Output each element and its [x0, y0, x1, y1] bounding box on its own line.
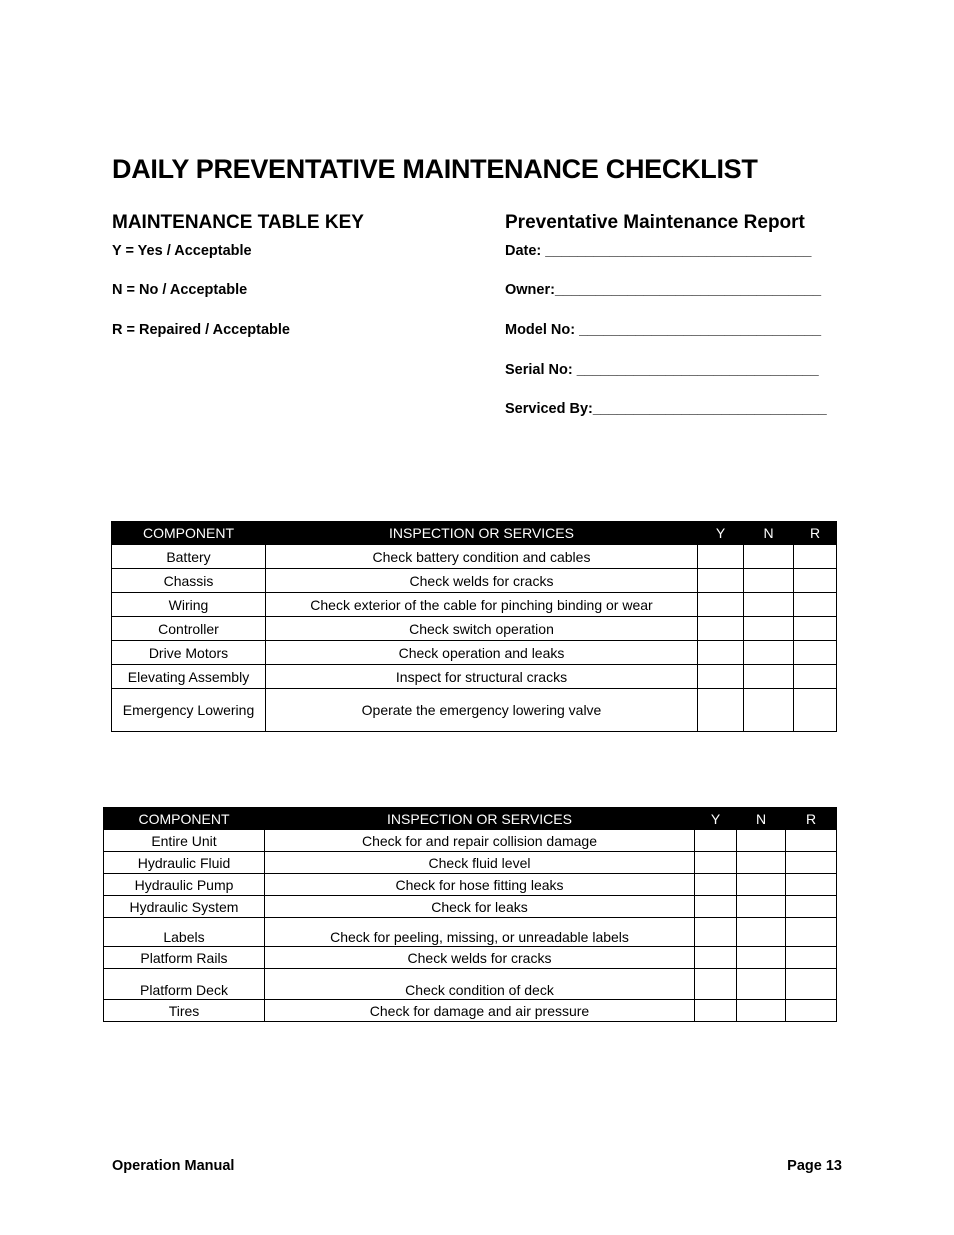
page-title: DAILY PREVENTATIVE MAINTENANCE CHECKLIST: [112, 154, 758, 184]
service-cell: Check battery condition and cables: [266, 545, 698, 569]
footer-manual-label: Operation Manual: [112, 1158, 235, 1174]
service-cell: Check for and repair collision damage: [265, 830, 695, 852]
check-n-cell[interactable]: [737, 918, 786, 947]
component-cell: Hydraulic System: [104, 896, 265, 918]
check-r-cell[interactable]: [786, 874, 837, 896]
header-inspection: INSPECTION OR SERVICES: [266, 522, 698, 545]
check-r-cell[interactable]: [794, 545, 837, 569]
component-cell: Entire Unit: [104, 830, 265, 852]
check-n-cell[interactable]: [744, 665, 794, 689]
checklist-table-1: [111, 521, 837, 732]
report-heading: Preventative Maintenance Report: [505, 212, 805, 233]
check-y-cell[interactable]: [695, 896, 737, 918]
check-n-cell[interactable]: [737, 830, 786, 852]
table-row: [112, 641, 837, 665]
maintenance-key-heading: MAINTENANCE TABLE KEY: [112, 212, 364, 233]
service-cell: Check for peeling, missing, or unreadable labels: [265, 918, 695, 947]
service-cell: Check switch operation: [266, 617, 698, 641]
header-r: R: [786, 808, 837, 830]
table-row: [112, 593, 837, 617]
table-row: [104, 830, 837, 852]
check-y-cell[interactable]: [698, 641, 744, 665]
table-header-row: [112, 522, 837, 545]
header-y: Y: [695, 808, 737, 830]
check-r-cell[interactable]: [794, 569, 837, 593]
component-cell: Wiring: [112, 593, 266, 617]
component-cell: Tires: [104, 1000, 265, 1022]
table-row: [112, 689, 837, 732]
check-r-cell[interactable]: [786, 969, 837, 1000]
table-row: [104, 896, 837, 918]
check-n-cell[interactable]: [737, 874, 786, 896]
serviced-by-field[interactable]: Serviced By:_____________________________: [505, 401, 827, 417]
check-n-cell[interactable]: [744, 545, 794, 569]
header-component: COMPONENT: [112, 522, 266, 545]
check-r-cell[interactable]: [794, 689, 837, 732]
check-y-cell[interactable]: [695, 874, 737, 896]
check-r-cell[interactable]: [786, 830, 837, 852]
check-y-cell[interactable]: [695, 947, 737, 969]
header-n: N: [737, 808, 786, 830]
check-y-cell[interactable]: [698, 593, 744, 617]
header-y: Y: [698, 522, 744, 545]
service-cell: Check exterior of the cable for pinching binding or wear: [266, 593, 698, 617]
check-r-cell[interactable]: [786, 947, 837, 969]
check-n-cell[interactable]: [737, 969, 786, 1000]
footer-page-number: Page 13: [787, 1158, 842, 1174]
table-row: [104, 852, 837, 874]
component-cell: Platform Deck: [104, 969, 265, 1000]
check-r-cell[interactable]: [786, 1000, 837, 1022]
check-n-cell[interactable]: [737, 1000, 786, 1022]
check-y-cell[interactable]: [695, 969, 737, 1000]
check-n-cell[interactable]: [737, 896, 786, 918]
model-no-field[interactable]: Model No: ______________________________: [505, 322, 822, 338]
component-cell: Hydraulic Fluid: [104, 852, 265, 874]
component-cell: Chassis: [112, 569, 266, 593]
check-y-cell[interactable]: [698, 665, 744, 689]
check-r-cell[interactable]: [794, 617, 837, 641]
table-row: [104, 969, 837, 1000]
check-r-cell[interactable]: [786, 896, 837, 918]
service-cell: Check for damage and air pressure: [265, 1000, 695, 1022]
check-y-cell[interactable]: [698, 545, 744, 569]
header-n: N: [744, 522, 794, 545]
table-row: [104, 947, 837, 969]
table-row: [112, 665, 837, 689]
serial-no-field[interactable]: Serial No: ______________________________: [505, 362, 819, 378]
table-row: [104, 918, 837, 947]
owner-field[interactable]: Owner:_________________________________: [505, 282, 822, 298]
table-row: [104, 1000, 837, 1022]
service-cell: Inspect for structural cracks: [266, 665, 698, 689]
table-row: [112, 545, 837, 569]
table-row: [112, 569, 837, 593]
service-cell: Operate the emergency lowering valve: [266, 689, 698, 732]
service-cell: Check welds for cracks: [266, 569, 698, 593]
key-item-no: N = No / Acceptable: [112, 282, 248, 298]
check-r-cell[interactable]: [786, 852, 837, 874]
service-cell: Check fluid level: [265, 852, 695, 874]
key-item-repaired: R = Repaired / Acceptable: [112, 322, 290, 338]
component-cell: Labels: [104, 918, 265, 947]
component-cell: Battery: [112, 545, 266, 569]
service-cell: Check condition of deck: [265, 969, 695, 1000]
check-y-cell[interactable]: [698, 689, 744, 732]
check-y-cell[interactable]: [695, 830, 737, 852]
table-row: [104, 874, 837, 896]
service-cell: Check for leaks: [265, 896, 695, 918]
check-y-cell[interactable]: [698, 569, 744, 593]
service-cell: Check welds for cracks: [265, 947, 695, 969]
check-y-cell[interactable]: [695, 1000, 737, 1022]
check-n-cell[interactable]: [744, 641, 794, 665]
header-component: COMPONENT: [104, 808, 265, 830]
check-n-cell[interactable]: [737, 852, 786, 874]
check-n-cell[interactable]: [744, 593, 794, 617]
check-n-cell[interactable]: [744, 689, 794, 732]
header-inspection: INSPECTION OR SERVICES: [265, 808, 695, 830]
date-field[interactable]: Date: _________________________________: [505, 243, 812, 259]
table-header-row: [104, 808, 837, 830]
check-n-cell[interactable]: [744, 569, 794, 593]
header-r: R: [794, 522, 837, 545]
check-r-cell[interactable]: [794, 593, 837, 617]
component-cell: Elevating Assembly: [112, 665, 266, 689]
check-y-cell[interactable]: [695, 918, 737, 947]
key-item-yes: Y = Yes / Acceptable: [112, 243, 252, 259]
component-cell: Controller: [112, 617, 266, 641]
check-r-cell[interactable]: [786, 918, 837, 947]
check-n-cell[interactable]: [744, 617, 794, 641]
checklist-table-2: [103, 807, 837, 1022]
check-y-cell[interactable]: [695, 852, 737, 874]
component-cell: Hydraulic Pump: [104, 874, 265, 896]
check-y-cell[interactable]: [698, 617, 744, 641]
service-cell: Check operation and leaks: [266, 641, 698, 665]
component-cell: Platform Rails: [104, 947, 265, 969]
check-r-cell[interactable]: [794, 665, 837, 689]
component-cell: Emergency Lowering: [112, 689, 266, 732]
service-cell: Check for hose fitting leaks: [265, 874, 695, 896]
check-r-cell[interactable]: [794, 641, 837, 665]
check-n-cell[interactable]: [737, 947, 786, 969]
table-row: [112, 617, 837, 641]
component-cell: Drive Motors: [112, 641, 266, 665]
